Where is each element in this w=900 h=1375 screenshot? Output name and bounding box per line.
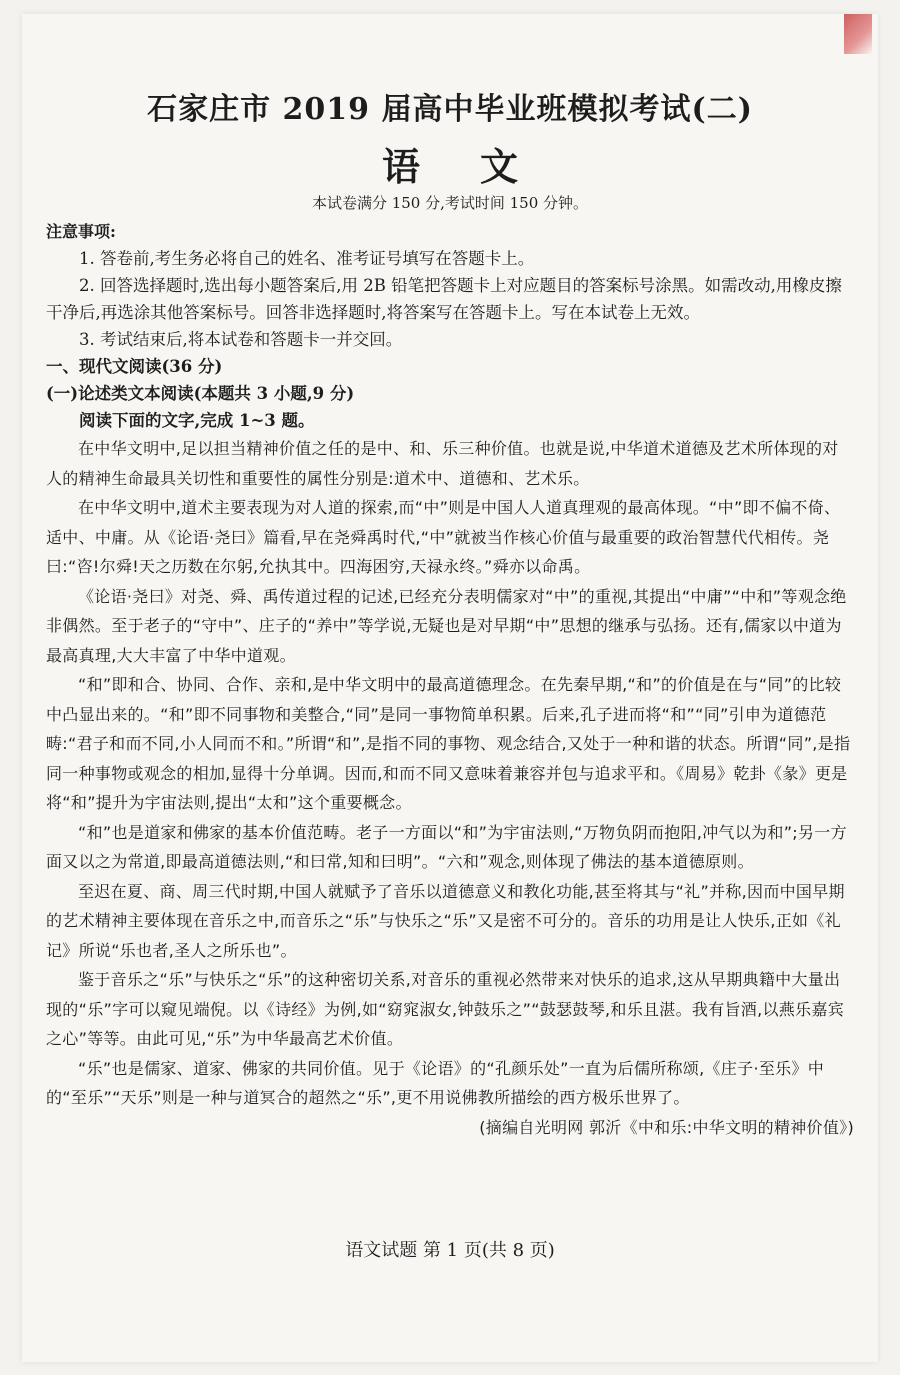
notes-item-1: 1. 答卷前,考生务必将自己的姓名、准考证号填写在答题卡上。 (79, 249, 535, 268)
article-paragraph-4: “和”即和合、协同、合作、亲和,是中华文明中的最高道德理念。在先秦早期,“和”的价值是在与“同”的比较中凸显出来的。“和”即不同事物和美整合,“同”是同一事物简单积累。后来,孔子进而将“和”“同”引申为道德范畴:“君子和而不同,小人同而不和。”所谓“和”,是指不同的事物、观念结合,又处于一种和谐的状态。所谓“同”,是指同一种事物或观念的相加,显得十分单调。因而,和而不同又意味着兼容并包与追求平和。《周易》乾卦《彖》更是将“和”提升为宇宙法则,提出“太和”这个重要概念。 (46, 675, 851, 812)
article-body (46, 434, 854, 1142)
notes-item-3: 3. 考试结束后,将本试卷和答题卡一并交回。 (79, 330, 403, 349)
exam-title: 石家庄市 2019 届高中毕业班模拟考试(二) (147, 92, 753, 127)
section-heading: 一、现代文阅读(36 分) (46, 357, 223, 376)
article-paragraph-1: 在中华文明中,足以担当精神价值之任的是中、和、乐三种价值。也就是说,中华道术道德及艺术所体现的对人的精神生命最具关切性和重要性的属性分别是:道术中、道德和、艺术乐。 (46, 439, 839, 488)
article-paragraph-6: 至迟在夏、商、周三代时期,中国人就赋予了音乐以道德意义和教化功能,甚至将其与“礼”并称,因而中国早期的艺术精神主要体现在音乐之中,而音乐之“乐”与快乐之“乐”又是密不可分的。音乐的功用是让人快乐,正如《礼记》所说“乐也者,圣人之所乐也”。 (46, 881, 845, 960)
article-paragraph-3: 《论语·尧曰》对尧、舜、禹传道过程的记述,已经充分表明儒家对“中”的重视,其提出“中庸”“中和”等观念绝非偶然。至于老子的“守中”、庄子的“养中”等学说,无疑也是对早期“中”思想的继承与弘扬。还有,儒家以中道为最高真理,大大丰富了中华中道观。 (46, 586, 847, 665)
reading-instruction: 阅读下面的文字,完成 1~3 题。 (79, 411, 315, 430)
exam-content (46, 218, 854, 1142)
corner-decoration (844, 14, 872, 54)
page-footer: 语文试题 第 1 页(共 8 页) (345, 1240, 555, 1261)
article-paragraph-5: “和”也是道家和佛家的基本价值范畴。老子一方面以“和”为宇宙法则,“万物负阴而抱阳,冲气以为和”;另一方面又以之为常道,即最高道德法则,“和曰常,知和曰明”。“六和”观念,则体现了佛法的基本道德原则。 (46, 822, 847, 871)
article-source: (摘编自光明网 郭沂《中和乐:中华文明的精神价值》) (479, 1117, 854, 1137)
notes-item-2: 2. 回答选择题时,选出每小题答案后,用 2B 铅笔把答题卡上对应题目的答案标号涂黑。如需改动,用橡皮擦干净后,再选涂其他答案标号。回答非选择题时,将答案写在答题卡上。写在本试卷上无效。 (46, 276, 842, 322)
subsection-heading: (一)论述类文本阅读(本题共 3 小题,9 分) (46, 384, 355, 403)
article-paragraph-2: 在中华文明中,道术主要表现为对人道的探索,而“中”则是中国人人道真理观的最高体现。“中”即不偏不倚、适中、中庸。从《论语·尧曰》篇看,早在尧舜禹时代,“中”就被当作核心价值与最重要的政治智慧代代相传。尧曰:“咨!尔舜!天之历数在尔躬,允执其中。四海困穷,天禄永终。”舜亦以命禹。 (46, 498, 841, 576)
notes-heading: 注意事项: (46, 222, 116, 241)
subject-title: 语文 (381, 144, 578, 189)
exam-info: 本试卷满分 150 分,考试时间 150 分钟。 (311, 194, 589, 212)
exam-page (22, 14, 878, 1362)
article-paragraph-7: 鉴于音乐之“乐”与快乐之“乐”的这种密切关系,对音乐的重视必然带来对快乐的追求,这从早期典籍中大量出现的“乐”字可以窥见端倪。以《诗经》为例,如“窈窕淑女,钟鼓乐之”“鼓瑟鼓琴,和乐且湛。我有旨酒,以燕乐嘉宾之心”等等。由此可见,“乐”为中华最高艺术价值。 (46, 970, 844, 1048)
article-paragraph-8: “乐”也是儒家、道家、佛家的共同价值。见于《论语》的“孔颜乐处”一直为后儒所称颂,《庄子·至乐》中的“至乐”“天乐”则是一种与道冥合的超然之“乐”,更不用说佛教所描绘的西方极乐世界了。 (46, 1058, 825, 1107)
